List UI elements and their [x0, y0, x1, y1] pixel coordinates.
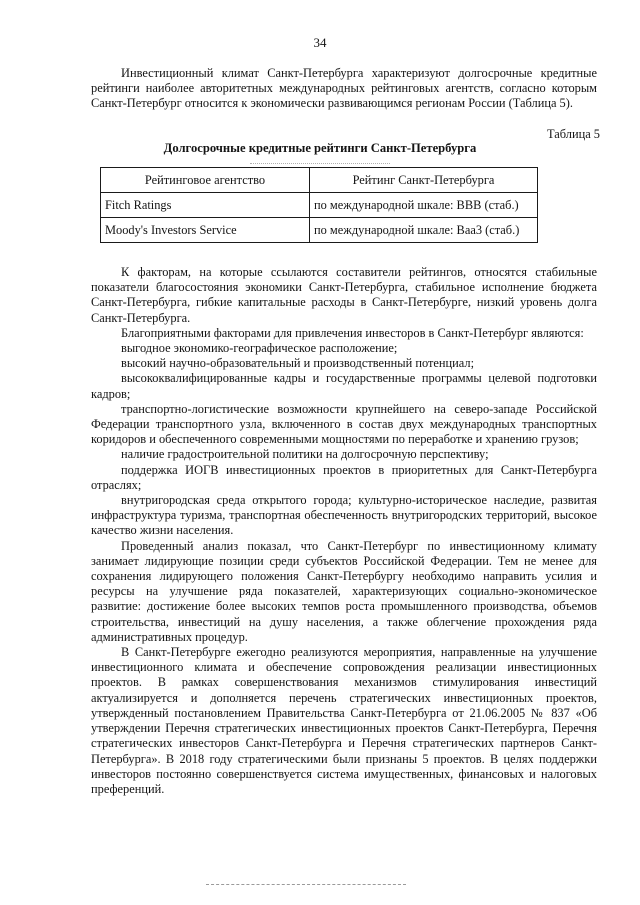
- table-row: [101, 218, 538, 243]
- table-header-row: [101, 168, 538, 193]
- list-item: высококвалифицированные кадры и государственные программы целевой подготовки кадров;: [91, 371, 597, 401]
- paragraph: К факторам, на которые ссылаются составители рейтингов, относятся стабильные показатели благосостояния экономики Санкт-Петербурга, стабильное исполнение бюджета Санкт-Петербурга, гибкие капитальные расходы в Санкт-Петербурге, низкий уровень долга Санкт-Петербурга.: [91, 265, 597, 325]
- intro-paragraph: Инвестиционный климат Санкт-Петербурга характеризуют долгосрочные кредитные рейтинги наиболее авторитетных международных рейтинговых агентств, согласно которым Санкт-Петербург относится к экономически развивающимся регионам России (Таблица 5).: [91, 66, 597, 111]
- list-item: выгодное экономико-географическое расположение;: [121, 341, 398, 356]
- ratings-table: [100, 167, 538, 243]
- intro-section: [91, 66, 597, 112]
- page-number: 34: [313, 35, 327, 50]
- paragraph: В Санкт-Петербурге ежегодно реализуются мероприятия, направленные на улучшение инвестиционного климата и обеспечение сопровождения реализации инвестиционных проектов. В рамках совершенствования механизмов стимулирования инвестиций актуализируется и дополняется перечень стратегических инвестиционных проектов, утвержденный постановлением Правительства Санкт-Петербурга от 21.06.2005 № 837 «Об утверждении Перечня стратегических инвестиционных проектов Санкт-Петербурга, Перечня стратегических инвесторов Санкт-Петербурга и Перечня стратегических партнеров Санкт-Петербурга». В 2018 году стратегическими были признаны 5 проектов. В целях поддержки инвесторов постоянно совершенствуется система имущественных, финансовых и налоговых преференций.: [91, 645, 597, 796]
- agency-cell: Moody's Investors Service: [101, 218, 310, 243]
- decorative-rule: [206, 884, 406, 885]
- table-row: [101, 193, 538, 218]
- paragraph: Благоприятными факторами для привлечения инвесторов в Санкт-Петербург являются:: [121, 325, 584, 340]
- paragraph: Проведенный анализ показал, что Санкт-Петербург по инвестиционному климату занимает лидирующие позиции среди субъектов Российской Федерации. Тем не менее для сохранения лидирующего положения Санкт-Петербургу необходимо направить усилия и ресурсы на улучшение ряда показателей, характеризующих социально-экономическое развитие: достижение более высоких темпов роста промышленного производства, объемов строительства, инвестиций на душу населения, а также облегчение прохождения ряда административных процедур.: [91, 538, 597, 644]
- body-text: [91, 265, 597, 797]
- list-item: поддержка ИОГВ инвестиционных проектов в приоритетных для Санкт-Петербурга отраслях;: [91, 462, 597, 492]
- decorative-rule: [250, 163, 390, 164]
- table-label: Таблица 5: [547, 127, 600, 141]
- list-item: наличие градостроительной политики на долгосрочную перспективу;: [121, 447, 489, 462]
- table-title: Долгосрочные кредитные рейтинги Санкт-Петербурга: [163, 141, 477, 155]
- rating-cell: по международной шкале: BBB (стаб.): [310, 193, 538, 218]
- list-item: внутригородская среда открытого города; культурно-историческое наследие, развитая инфраструктура туризма, транспортная обеспеченность внутригородских территорий, высокое качество жизни населения.: [91, 493, 597, 538]
- column-header-agency: Рейтинговое агентство: [101, 168, 310, 193]
- column-header-rating: Рейтинг Санкт-Петербурга: [310, 168, 538, 193]
- list-item: транспортно-логистические возможности крупнейшего на северо-западе Российской Федерации транспортного узла, включенного в состав двух международных транспортных коридоров и обеспеченного современными мощностями по переработке и хранению грузов;: [91, 401, 597, 447]
- agency-cell: Fitch Ratings: [101, 193, 310, 218]
- list-item: высокий научно-образовательный и производственный потенциал;: [121, 356, 475, 371]
- rating-cell: по международной шкале: Baa3 (стаб.): [310, 218, 538, 243]
